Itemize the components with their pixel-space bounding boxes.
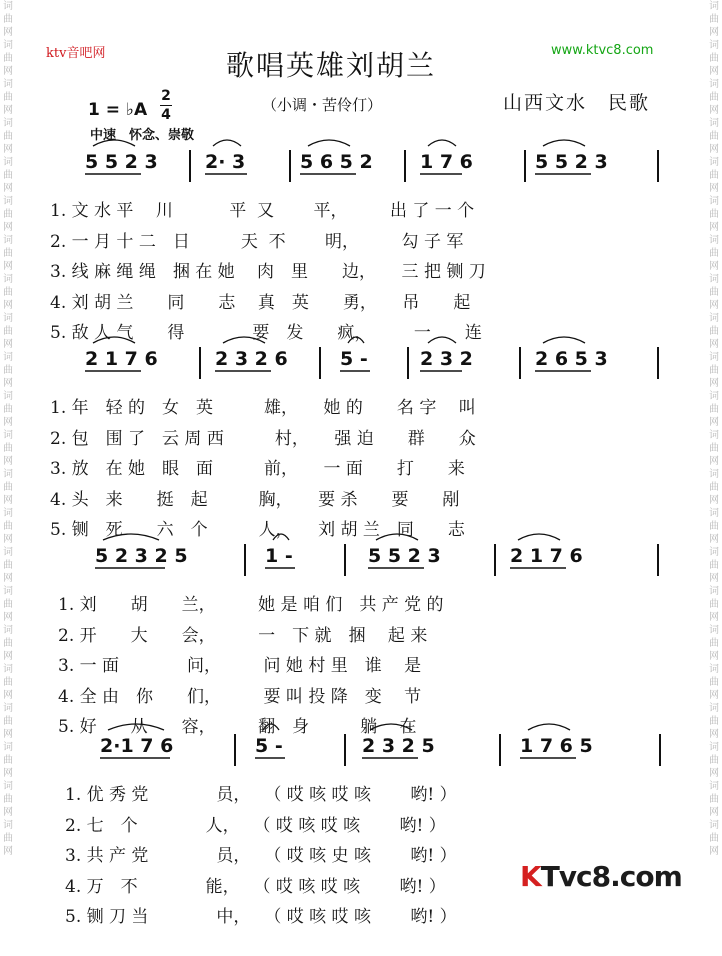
lyric-line: 3. 一 面 问， 问 她 村 里 谁 是 <box>58 656 422 676</box>
logo-rest: Tvc8.com <box>540 860 682 893</box>
measure: 5 - <box>340 348 368 370</box>
key-prefix: 1 = <box>88 100 126 120</box>
lyric-line: 5. 敌 人 气 得 要 发 疯， 一 连 <box>50 323 482 343</box>
measure: 2 6 5 3 <box>535 348 608 370</box>
slur <box>518 534 560 540</box>
measure: 2 1 7 6 <box>85 348 158 370</box>
song-title: 歌唱英雄刘胡兰 <box>226 49 437 82</box>
lyric-line: 3. 线 麻 绳 绳 捆 在 她 肉 里 边， 三 把 铡 刀 <box>50 262 486 282</box>
lyric-line: 5. 好 从 容， 翻 身 躺 在 <box>58 717 417 737</box>
lyric-line: 4. 刘 胡 兰 同 志 真 英 勇， 吊 起 <box>50 292 471 313</box>
slur <box>93 140 135 146</box>
slur <box>543 337 585 343</box>
slur <box>543 140 585 146</box>
lyric-line: 4. 万 不 能， （ 哎 咳 哎 咳 哟! ） <box>65 876 446 897</box>
slur <box>428 140 456 146</box>
lyric-line: 3. 放 在 她 眼 面 前， 一 面 打 来 <box>50 459 465 479</box>
lyric-line: 1. 优 秀 党 员， （ 哎 咳 哎 咳 哟! ） <box>65 785 457 805</box>
slur <box>528 724 570 730</box>
measure: 5 6 5 2 <box>300 151 373 173</box>
measure: 2 3 2 <box>420 348 473 370</box>
lyric-line: 2. 开 大 会， 一 下 就 捆 起 来 <box>58 625 428 646</box>
measure: 2 3 2 5 <box>362 735 435 757</box>
song-subtitle: （小调・苦伶仃） <box>262 96 383 114</box>
tempo-marking: 中速 怀念、崇敬 <box>90 128 195 143</box>
measure: 1 7 6 5 <box>520 735 593 757</box>
lyric-line: 4. 头 来 挺 起 胸， 要 杀 要 剐 <box>50 489 460 510</box>
lyric-line: 2. 一 月 十 二 日 天 不 明， 勾 子 军 <box>50 231 464 252</box>
time-bottom: 4 <box>161 107 171 123</box>
song-origin: 山西文水 民歌 <box>503 92 651 114</box>
time-top: 2 <box>161 88 171 104</box>
measure: 5 5 2 3 <box>535 151 608 173</box>
measure: 5 2 3 2 5 <box>95 545 188 567</box>
lyric-line: 3. 共 产 党 员， （ 哎 咳 史 咳 哟! ） <box>65 846 457 866</box>
measure: 2 1 7 6 <box>510 545 583 567</box>
side-watermark-right: 词曲网词曲网词曲网词曲网词曲网词曲网词曲网词曲网词曲网词曲网词曲网词曲网词曲网词曲网词曲网词曲网词曲网词曲网词曲网词曲网词曲网词曲网 <box>709 1 719 857</box>
site-watermark-left: ktv音吧网 <box>46 46 106 61</box>
slur <box>308 140 350 146</box>
measure: 2 3 2 6 <box>215 348 288 370</box>
measure: 5 5 2 3 <box>85 151 158 173</box>
lyric-line: 1. 文 水 平 川 平 又 平， 出 了 一 个 <box>50 201 475 221</box>
key-note: ♭A <box>125 100 148 120</box>
lyric-line: 1. 刘 胡 兰， 她 是 咱 们 共 产 党 的 <box>58 595 444 615</box>
measure: 1 7 6 <box>420 151 473 173</box>
lyric-line: 2. 七 个 人， （ 哎 咳 哎 咳 哟! ） <box>65 815 446 836</box>
measure: 2·1 7 6 <box>100 735 174 757</box>
logo-k: K <box>520 860 541 893</box>
measure: 1 - <box>265 545 293 567</box>
measure: 5 - <box>255 735 283 757</box>
measure: 5 5 2 3 <box>368 545 441 567</box>
measure: 2· 3 <box>205 151 246 173</box>
slur <box>213 140 241 146</box>
ktvc8-logo <box>520 860 682 893</box>
site-watermark-right: www.ktvc8.com <box>551 43 654 58</box>
side-watermark-left: 词曲网词曲网词曲网词曲网词曲网词曲网词曲网词曲网词曲网词曲网词曲网词曲网词曲网词曲网词曲网词曲网词曲网词曲网词曲网词曲网词曲网词曲网 <box>3 1 13 857</box>
lyric-line: 4. 全 由 你 们， 要 叫 投 降 变 节 <box>58 686 422 707</box>
lyric-line: 5. 铡 刀 当 中， （ 哎 咳 哎 咳 哟! ） <box>65 907 457 927</box>
lyric-line: 1. 年 轻 的 女 英 雄， 她 的 名 字 叫 <box>50 398 476 418</box>
lyric-line: 2. 包 围 了 云 周 西 村， 强 迫 群 众 <box>50 428 476 449</box>
lyric-line: 5. 铡 死 六 个 人， 刘 胡 兰 同 志 <box>50 520 465 540</box>
